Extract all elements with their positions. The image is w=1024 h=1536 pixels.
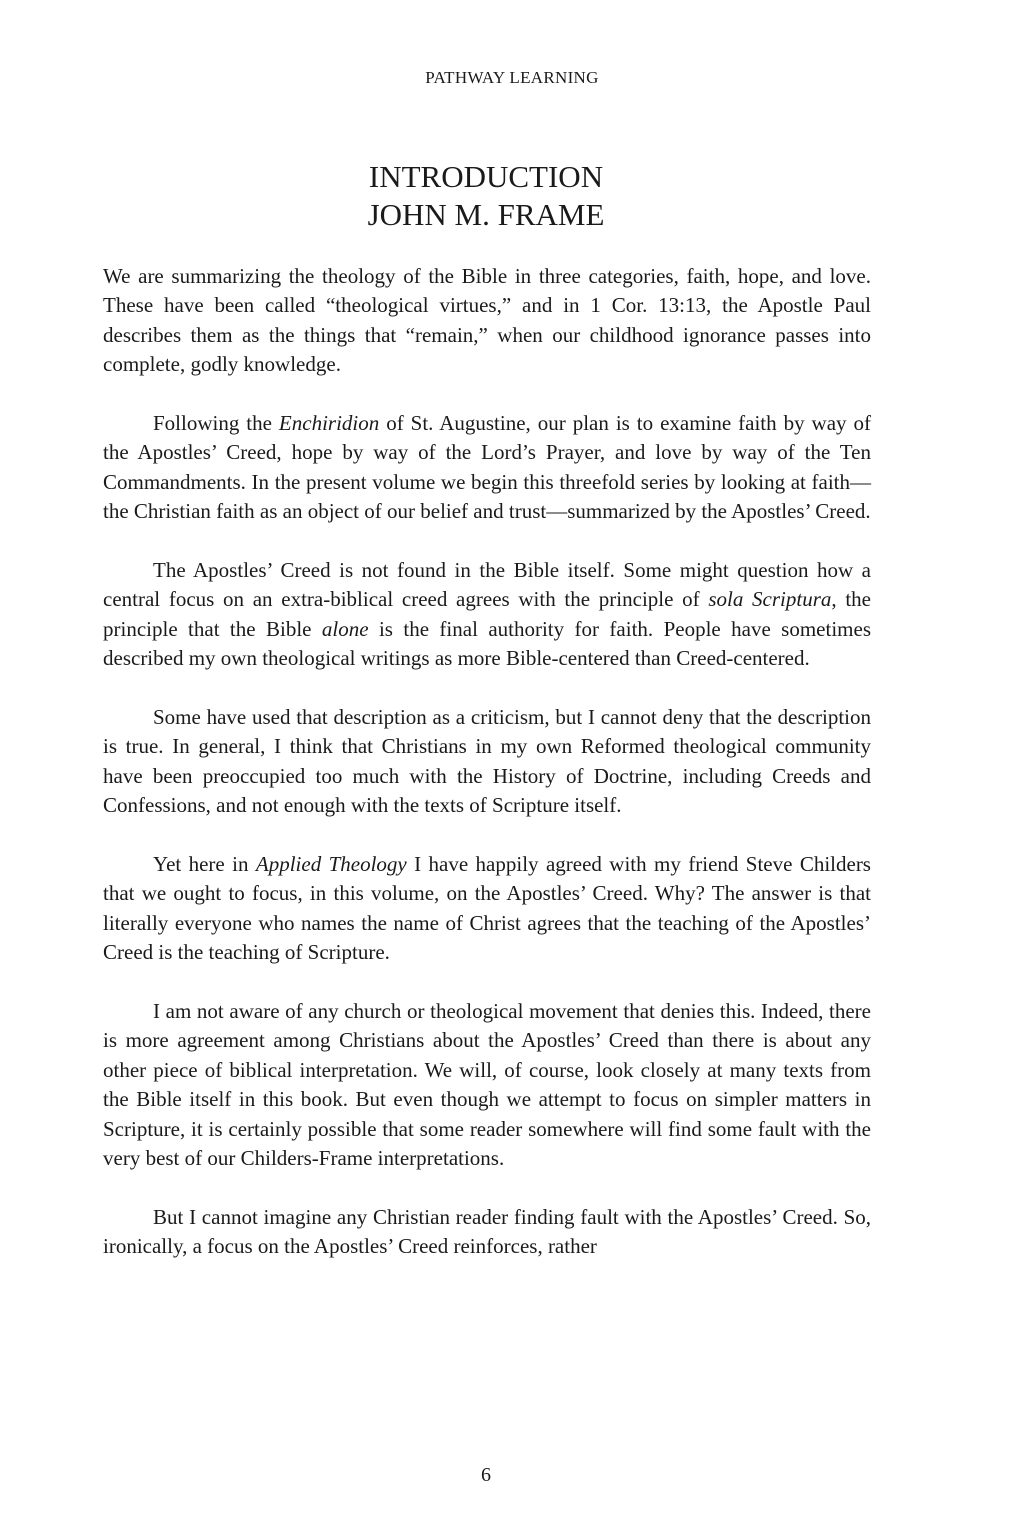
book-title-enchiridion: Enchiridion xyxy=(278,411,380,436)
running-header: PATHWAY LEARNING xyxy=(425,68,599,87)
paragraph-7: But I cannot imagine any Christian reader finding fault with the Apostles’ Creed. So, ironically, a focus on the Apostles’ Creed reinforces, rather xyxy=(103,1204,871,1259)
paragraph-3-text-a: The Apostles’ Creed is not found in the Bible itself. Some might question how a central focus on an extra-biblical creed agrees with the principle of xyxy=(103,558,871,612)
term-alone: alone xyxy=(321,616,369,641)
paragraph-4: Some have used that description as a criticism, but I cannot deny that the description is true. In general, I think that Christians in my own Reformed theological community have been preoccupied too much with the History of Doctrine, including Creeds and Confessions, and not enough with the texts of Scripture itself. xyxy=(103,705,871,818)
chapter-title-line-1: INTRODUCTION xyxy=(368,159,604,194)
paragraph-5-text-a: Yet here in xyxy=(153,852,256,877)
paragraph-2-text-a: Following the xyxy=(153,411,279,436)
paragraph-5-text-b: I have happily agreed with my friend Steve Childers that we ought to focus, in this volume, on the Apostles’ Creed. Why? The answer is that literally everyone who names the name of Christ agrees that the teaching of the Apostles’ Creed is the teaching of Scripture. xyxy=(103,852,871,965)
book-title-applied-theology: Applied Theology xyxy=(255,852,407,877)
paragraph-3-text-b: , the principle that the Bible xyxy=(103,587,872,641)
paragraph-3 xyxy=(103,556,871,674)
paragraph-2-text-b: of St. Augustine, our plan is to examine faith by way of the Apostles’ Creed, hope by way of the Lord’s Prayer, and love by way of the Ten Commandments. In the present volume we begin this threefold series by looking at faith—the Christian faith as an object of our belief and trust—summarized by the Apostles’ Creed. xyxy=(103,411,871,524)
chapter-title xyxy=(0,158,972,234)
paragraph-2 xyxy=(103,409,871,527)
paragraph-3-text-c: is the final authority for faith. People have sometimes described my own theological writings as more Bible-centered than Creed-centered. xyxy=(103,616,871,671)
chapter-author-line: JOHN M. FRAME xyxy=(367,197,605,232)
term-sola-scriptura: sola Scriptura xyxy=(708,587,832,612)
paragraph-6: I am not aware of any church or theological movement that denies this. Indeed, there is more agreement among Christians about the Apostles’ Creed than there is about any other piece of biblical interpretation. We will, of course, look closely at many texts from the Bible itself in this book. But even though we attempt to focus on simpler matters in Scripture, it is certainly possible that some reader somewhere will find some fault with the very best of our Childers-Frame interpretations. xyxy=(103,999,871,1171)
body-text xyxy=(103,262,871,1262)
paragraph-1: We are summarizing the theology of the Bible in three categories, faith, hope, and love. These have been called “theological virtues,” and in 1 Cor. 13:13, the Apostle Paul describes them as the things that “remain,” when our childhood ignorance passes into complete, godly knowledge. xyxy=(103,264,871,377)
paragraph-5 xyxy=(103,850,871,968)
page-number: 6 xyxy=(481,1464,491,1486)
